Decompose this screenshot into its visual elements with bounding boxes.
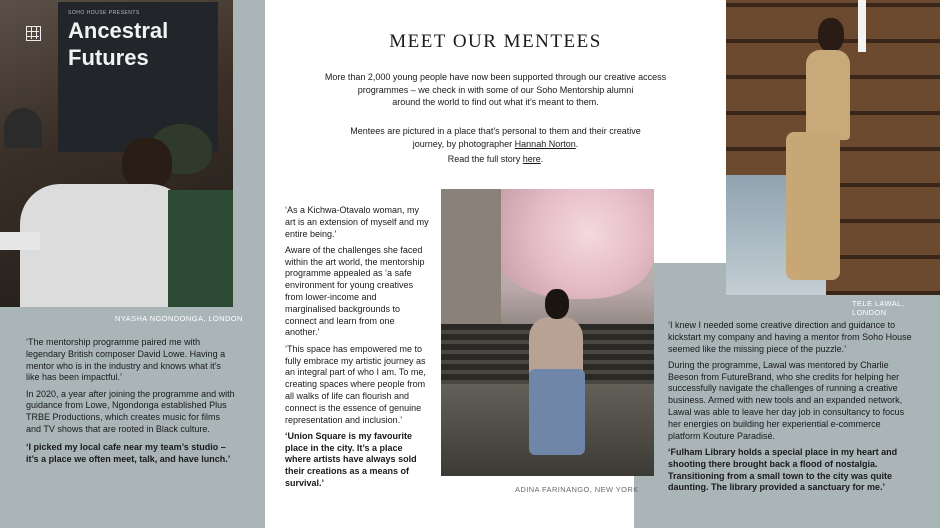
center-text-block — [285, 205, 429, 494]
subject-shirt — [529, 317, 583, 377]
subject-head — [545, 289, 569, 319]
intro-text — [265, 71, 726, 109]
photo-tele-lawal — [726, 0, 940, 295]
intro-line-1: More than 2,000 young people have now been supported through our creative access — [324, 72, 667, 82]
read-story-prefix: Read the full story — [447, 154, 521, 164]
read-story-suffix: . — [540, 154, 544, 164]
caption-adina: ADINA FARINANGO, NEW YORK — [515, 485, 639, 494]
poster-title-line-1: Ancestral — [68, 18, 169, 43]
poster-small-text: SOHO HOUSE PRESENTS — [68, 10, 140, 16]
subject-body-right — [806, 50, 850, 140]
caption-nyasha: NYASHA NGONDONGA, LONDON — [115, 314, 243, 323]
photo-adina-farinango — [441, 189, 654, 476]
center-quote: ‘Union Square is my favourite place in the city. It’s a place where artists have always sold their creations as a means of survival.’ — [285, 430, 417, 489]
intro-line-2: programmes – we check in with some of our Soho Mentorship alumni — [357, 84, 634, 95]
subject-head-right — [818, 18, 844, 52]
photo-nyasha-ngondonga — [0, 0, 233, 307]
page-title: MEET OUR MENTEES — [389, 31, 602, 52]
pictured-line-2-suffix: . — [575, 138, 579, 149]
left-paragraph-2: In 2020, a year after joining the programme and with guidance from Lowe, Ngondonga established Plus TRBE Productions, which creates music for films and TV shows that are rooted in Black culture. — [26, 388, 235, 435]
right-paragraph-1: ‘I knew I needed some creative direction and guidance to kickstart my company and having a mentor from Soho House seemed like the missing piece of the puzzle.’ — [668, 320, 912, 354]
center-paragraph-1: ‘As a Kichwa-Otavalo woman, my art is an extension of myself and my entire being.’ — [285, 205, 429, 239]
subject-face — [122, 138, 172, 190]
left-text-block — [26, 337, 236, 470]
pictured-line-2 — [265, 138, 726, 151]
grid-menu-icon[interactable] — [26, 26, 41, 41]
desk-lamp — [4, 108, 42, 148]
caption-tele: TELE LAWAL, LONDON — [852, 299, 905, 317]
pictured-text — [265, 125, 726, 166]
chair — [168, 190, 233, 307]
left-paragraph-1: ‘The mentorship programme paired me with legendary British composer David Lowe. Having a mentor who is in the industry and knows what it’s like has been impactful.’ — [26, 337, 226, 383]
read-story-line — [265, 153, 726, 166]
subject-jacket — [20, 184, 190, 307]
center-paragraph-2: Aware of the challenges she faced within the art world, the mentorship programme appealed as ‘a safe environment for young creatives from lower-income and marginalised backgrounds to connect and learn from one another.’ — [285, 244, 425, 338]
poster-title-line-2: Futures — [68, 45, 149, 70]
subject-trousers-right — [786, 132, 840, 280]
left-quote: ‘I picked my local cafe near my team’s studio – it’s a place we often meet, talk, and have lunch.’ — [26, 441, 231, 464]
intro-line-3: around the world to find out what it’s meant to them. — [392, 97, 599, 107]
pictured-line-1: Mentees are pictured in a place that’s personal to them and their creative — [350, 126, 641, 136]
pictured-line-2-prefix: journey, by photographer — [412, 138, 513, 149]
keyboard — [0, 232, 40, 250]
subject-jeans — [529, 369, 585, 455]
right-paragraph-2: During the programme, Lawal was mentored by Charlie Beeson from FutureBrand, who she credits for helping her successfully navigate the challenges of running a creative business. Armed with new tools and an expanded network, Lawal was able to leave her day job in consultancy to focus her energies on building her experiential e-commerce platform Kouture Paradisé. — [668, 359, 905, 441]
photographer-link[interactable]: Hannah Norton — [514, 138, 576, 149]
blossom-tree — [491, 189, 654, 299]
right-text-block — [668, 320, 913, 499]
center-paragraph-3: ‘This space has empowered me to fully embrace my artistic journey as an integral part of who I am. To me, creating spaces where people from all walks of life can flourish and connect is the essence of genuine representation and inclusion.’ — [285, 343, 426, 425]
building — [441, 189, 501, 329]
window-light — [858, 0, 866, 52]
right-quote: ‘Fulham Library holds a special place in my heart and shooting there brought back a flood of nostalgia. Transitioning from a small town to the city was quite daunting. The library provided a sanctuary for me.’ — [668, 446, 898, 493]
read-story-link[interactable]: here — [522, 154, 541, 164]
